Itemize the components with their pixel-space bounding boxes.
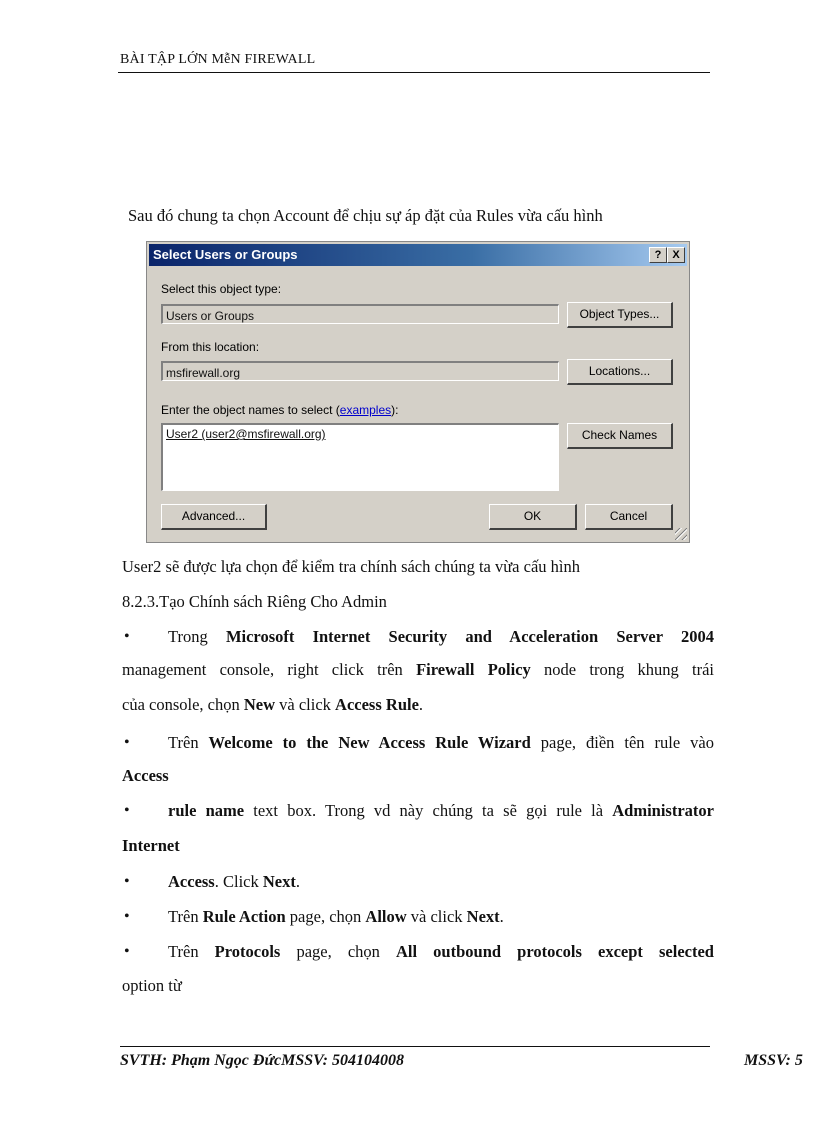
b3-bold: rule name <box>168 801 245 820</box>
location-field: msfirewall.org <box>161 361 559 381</box>
intro-text: Sau đó chung ta chọn Account để chịu sự áp đặt của Rules vừa cấu hình <box>128 206 603 225</box>
bullet-1-line-3 <box>122 688 714 722</box>
b1-bold: Access Rule <box>335 695 419 714</box>
footer-student: SVTH: Phạm Ngọc ĐứcMSSV: 504104008 <box>120 1052 404 1069</box>
b3-bold: Internet <box>122 836 180 855</box>
b1-text: của console, chọn <box>122 695 244 714</box>
locations-button[interactable]: Locations... <box>567 359 673 385</box>
b3-text: text box. Trong vd này chúng ta sẽ gọi rule là <box>244 801 613 820</box>
bullet-2-line-2 <box>122 759 714 793</box>
bullet-6-line-1 <box>168 942 714 962</box>
bullet-6-line-2: option từ <box>122 976 182 995</box>
resize-grip-icon[interactable] <box>675 528 687 540</box>
b1-bold: Firewall Policy <box>416 660 531 679</box>
b4-bold: Access <box>168 872 215 891</box>
examples-link[interactable]: examples <box>339 403 392 417</box>
help-icon[interactable]: ? <box>649 247 667 263</box>
bullet-icon: • <box>124 802 130 819</box>
b1-bold: New <box>243 695 276 714</box>
ok-button[interactable]: OK <box>489 504 577 530</box>
bullet-icon: • <box>124 734 130 751</box>
bullet-3-line-1 <box>168 801 714 821</box>
cancel-button[interactable]: Cancel <box>585 504 673 530</box>
b5-bold: Next <box>466 907 500 926</box>
bullet-2-line-1 <box>168 733 714 753</box>
b2-text: Trên <box>168 733 209 752</box>
b1-text: node trong khung trái <box>530 660 715 679</box>
object-names-label-pre: Enter the object names to select ( <box>161 403 340 417</box>
header-title: BÀI TẬP LỚN MễN FIREWALL <box>120 52 316 67</box>
bullet-1-line-1 <box>168 627 714 647</box>
object-names-label-post: ): <box>391 403 399 417</box>
b4-text: . <box>295 872 300 891</box>
b4-text: . Click <box>214 872 263 891</box>
bullet-3-line-2 <box>122 829 714 863</box>
dialog-title: Select Users or Groups <box>153 247 298 262</box>
b1-text: Trong <box>168 627 226 646</box>
b4-bold: Next <box>262 872 296 891</box>
b1-text: management console, right click trên <box>122 660 417 679</box>
bullet-icon: • <box>124 873 130 890</box>
b5-text: . <box>499 907 504 926</box>
header-divider <box>118 72 710 73</box>
b1-text: và click <box>275 695 336 714</box>
object-type-label: Select this object type: <box>161 282 282 296</box>
bullet-4-line <box>168 872 300 892</box>
bullet-icon: • <box>124 908 130 925</box>
b2-text: page, điền tên rule vào <box>530 733 714 752</box>
bullet-icon: • <box>124 628 130 645</box>
footer-divider <box>120 1046 710 1047</box>
object-type-field: Users or Groups <box>161 304 559 324</box>
b3-bold: Administrator <box>612 801 714 820</box>
b6-bold: Protocols <box>214 942 281 961</box>
object-names-input[interactable] <box>161 423 559 491</box>
select-users-dialog <box>146 241 690 543</box>
section-heading: 8.2.3.Tạo Chính sách Riêng Cho Admin <box>122 592 387 611</box>
b5-bold: Rule Action <box>202 907 286 926</box>
b6-text: Trên <box>168 942 215 961</box>
bullet-1-line-2 <box>122 653 714 687</box>
b6-text: page, chọn <box>280 942 396 961</box>
advanced-button[interactable]: Advanced... <box>161 504 267 530</box>
object-types-button[interactable]: Object Types... <box>567 302 673 328</box>
b5-text: Trên <box>168 907 203 926</box>
bullet-icon: • <box>124 943 130 960</box>
b1-text: . <box>418 695 424 714</box>
check-names-button[interactable]: Check Names <box>567 423 673 449</box>
dialog-titlebar <box>149 244 687 266</box>
b5-bold: Allow <box>365 907 407 926</box>
object-names-value: User2 (user2@msfirewall.org) <box>166 427 326 441</box>
b2-bold: Welcome to the New Access Rule Wizard <box>208 733 531 752</box>
footer-mssv: MSSV: 5 <box>744 1052 803 1069</box>
location-label: From this location: <box>161 340 260 354</box>
b5-text: page, chọn <box>285 907 366 926</box>
bullet-5-line <box>168 907 504 927</box>
object-names-label <box>161 403 398 417</box>
b1-bold: Microsoft Internet Security and Acceleration Server 2004 <box>225 627 714 646</box>
b6-bold: All outbound protocols except selected <box>396 942 714 961</box>
caption-text: User2 sẽ được lựa chọn để kiểm tra chính sách chúng ta vừa cấu hình <box>122 557 580 576</box>
b5-text: và click <box>406 907 467 926</box>
b2-bold: Access <box>122 766 169 785</box>
close-icon[interactable]: X <box>667 247 685 263</box>
